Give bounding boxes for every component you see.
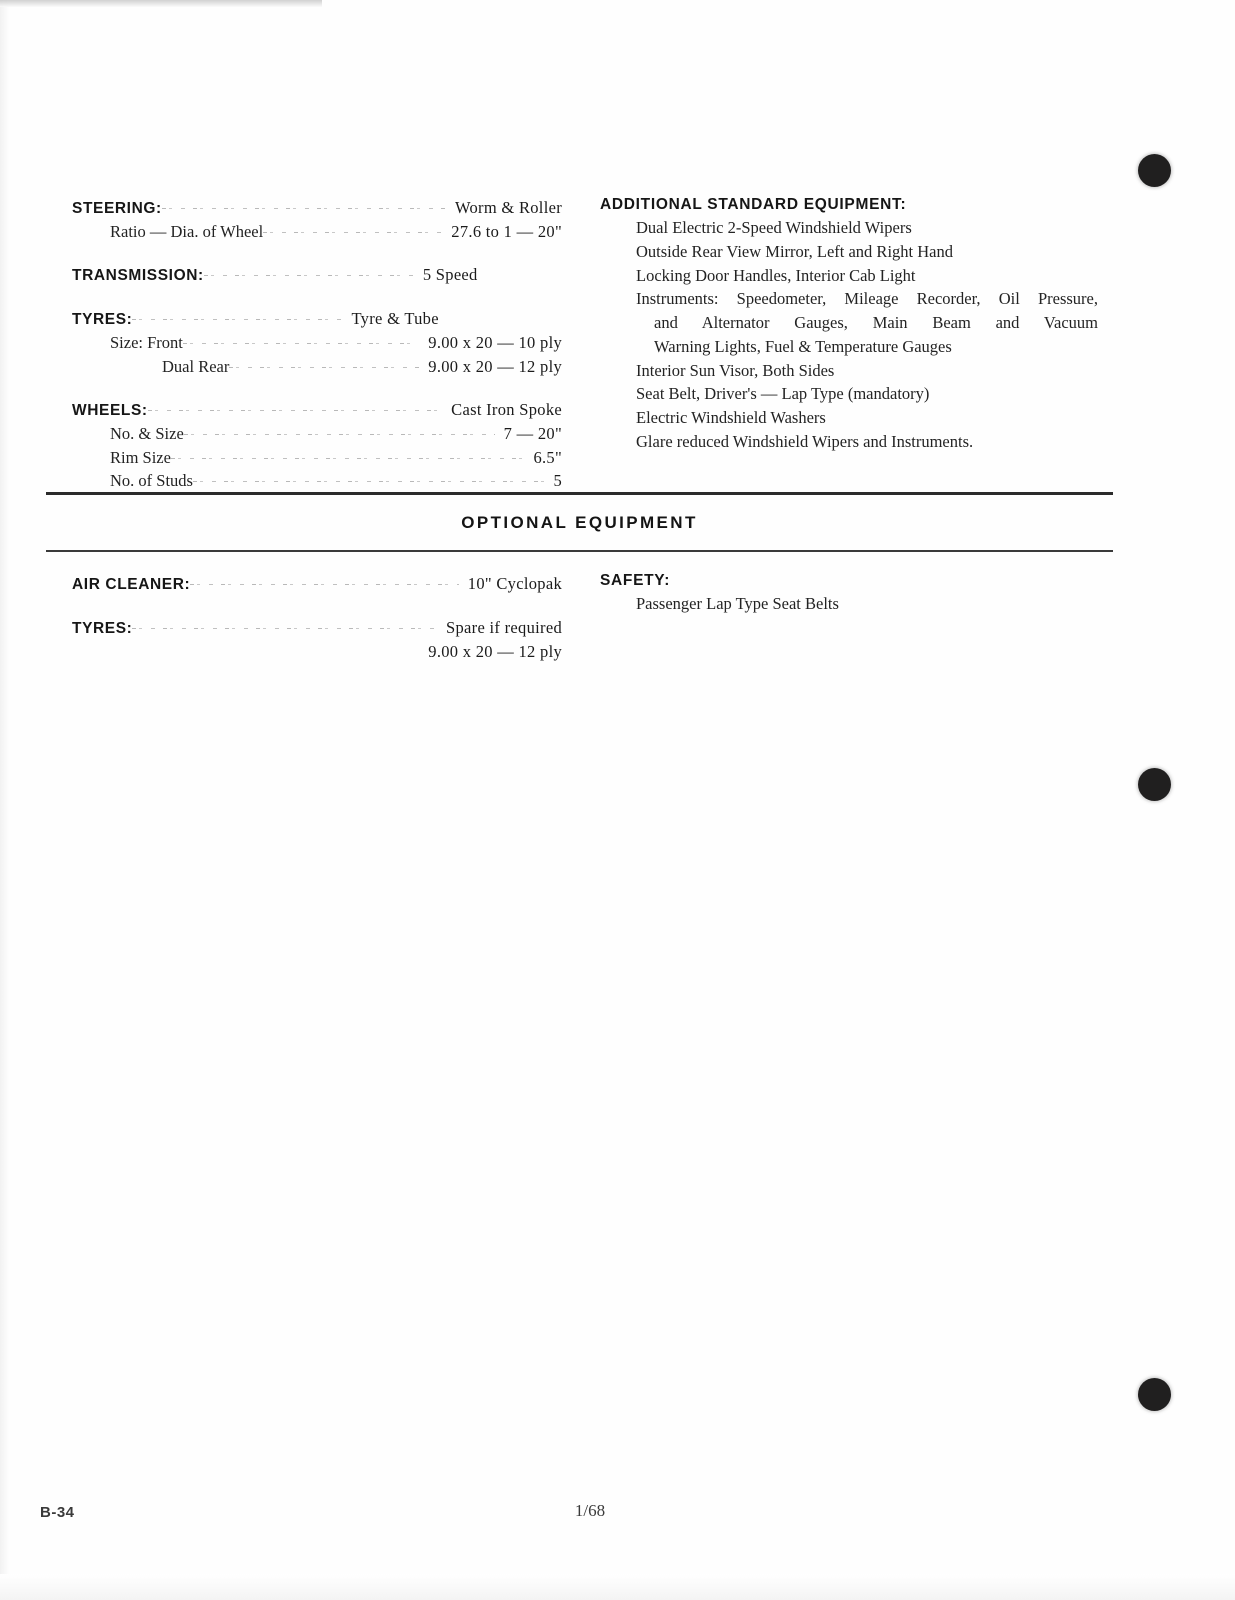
safety-list <box>600 592 1070 616</box>
divider-rule-bottom <box>46 550 1113 552</box>
dot-leader <box>171 458 524 459</box>
list-item: Outside Rear View Mirror, Left and Right Hand <box>636 241 953 261</box>
dot-leader <box>204 275 414 276</box>
spec-row <box>72 307 562 331</box>
binder-punch-hole-icon <box>1138 1378 1171 1411</box>
safety-heading: SAFETY: <box>600 572 671 589</box>
list-item: Dual Electric 2-Speed Windshield Wipers <box>636 218 912 237</box>
spec-row <box>72 331 562 354</box>
spec-label-wheels: WHEELS: <box>72 402 148 420</box>
dot-leader <box>132 319 342 320</box>
list-item: Instruments: Speedometer, Mileage Recorder, Oil Pressure, <box>636 289 1098 309</box>
scan-edge-artifact-left <box>0 0 10 1600</box>
additional-standard-equipment-column <box>600 196 1100 454</box>
spec-value-tyres-dual-rear: 9.00 x 20 — 12 ply <box>428 356 562 376</box>
additional-standard-equipment-list <box>600 216 1100 454</box>
optional-specs-left-column <box>72 572 562 663</box>
binder-punch-hole-icon <box>1138 154 1171 187</box>
dot-leader <box>183 343 419 344</box>
list-item: Warning Lights, Fuel & Temperature Gauges <box>654 336 952 356</box>
spec-label-tyres: TYRES: <box>72 311 133 329</box>
optional-equipment-title: OPTIONAL EQUIPMENT <box>461 513 698 532</box>
spec-value-steering-ratio: 27.6 to 1 — 20" <box>451 222 562 241</box>
footer-page-date: 1/68 <box>574 1501 606 1520</box>
spec-row <box>72 220 562 243</box>
spec-row <box>72 616 562 640</box>
scan-edge-artifact-top <box>0 0 322 7</box>
list-item: Seat Belt, Driver's — Lap Type (mandatory) <box>636 384 930 404</box>
spec-row <box>72 355 562 378</box>
spec-value-wheels-rim-size: 6.5" <box>533 447 562 467</box>
spec-value-transmission: 5 Speed <box>422 265 478 285</box>
additional-standard-equipment-heading: ADDITIONAL STANDARD EQUIPMENT: <box>600 196 907 213</box>
spec-label-tyres-optional: TYRES: <box>72 620 133 637</box>
dot-leader <box>193 481 544 482</box>
spec-label-wheels-no-size: No. & Size <box>110 424 184 444</box>
spec-row <box>72 263 562 287</box>
binder-punch-hole-icon <box>1138 768 1171 801</box>
list-item: Passenger Lap Type Seat Belts <box>636 594 839 613</box>
scan-edge-artifact-bottom <box>0 1574 1235 1600</box>
dot-leader <box>190 584 459 585</box>
dot-leader <box>162 208 446 209</box>
spec-label-transmission: TRANSMISSION: <box>72 267 204 285</box>
list-item: and Alternator Gauges, Main Beam and Vacuum <box>654 313 1098 332</box>
spec-label-wheels-no-studs: No. of Studs <box>110 471 193 491</box>
dot-leader <box>148 410 443 411</box>
optional-equipment-banner <box>46 492 1113 552</box>
spec-value-wheels-no-studs: 5 <box>553 471 562 491</box>
spec-label-tyres-dual-rear: Dual Rear <box>162 356 230 376</box>
spec-row <box>72 422 562 445</box>
spec-group-tyres-optional <box>72 616 562 663</box>
dot-leader <box>229 367 419 368</box>
list-item: Locking Door Handles, Interior Cab Light <box>636 265 916 285</box>
spec-group-tyres <box>72 307 562 378</box>
footer-page-code: B-34 <box>40 1504 75 1521</box>
spec-label-air-cleaner: AIR CLEANER: <box>72 576 191 593</box>
spec-value-air-cleaner: 10" Cyclopak <box>467 574 562 593</box>
spec-row <box>72 469 562 492</box>
spec-group-wheels <box>72 398 562 492</box>
spec-value-wheels: Cast Iron Spoke <box>451 400 562 420</box>
spec-row <box>72 196 562 220</box>
spec-row <box>72 398 562 422</box>
dot-leader <box>263 232 442 233</box>
dot-leader <box>132 628 437 629</box>
spec-label-steering: STEERING: <box>72 200 162 217</box>
dot-leader <box>184 434 495 435</box>
spec-value-wheels-no-size: 7 — 20" <box>503 424 562 444</box>
spec-value-tyres-optional: Spare if required <box>446 618 562 637</box>
safety-column <box>600 572 1070 616</box>
standard-specs-left-column <box>72 196 562 493</box>
spec-label-tyres-front: Size: Front <box>110 333 183 353</box>
spec-row <box>72 572 562 596</box>
spec-value-tyres-optional-size: 9.00 x 20 — 12 ply <box>428 642 562 661</box>
spec-label-wheels-rim-size: Rim Size <box>110 447 171 467</box>
spec-value-tyres-front: 9.00 x 20 — 10 ply <box>428 333 562 353</box>
spec-group-steering <box>72 196 562 243</box>
list-item: Interior Sun Visor, Both Sides <box>636 360 835 380</box>
spec-value-steering: Worm & Roller <box>454 198 562 217</box>
spec-value-tyres: Tyre & Tube <box>351 309 439 329</box>
spec-group-transmission <box>72 263 562 287</box>
spec-row <box>72 446 562 469</box>
page-footer <box>0 1498 1235 1538</box>
spec-group-air-cleaner <box>72 572 562 596</box>
spec-label-steering-ratio: Ratio — Dia. of Wheel <box>110 222 264 241</box>
list-item: Electric Windshield Washers <box>636 408 826 427</box>
list-item: Glare reduced Windshield Wipers and Instruments. <box>636 431 974 451</box>
